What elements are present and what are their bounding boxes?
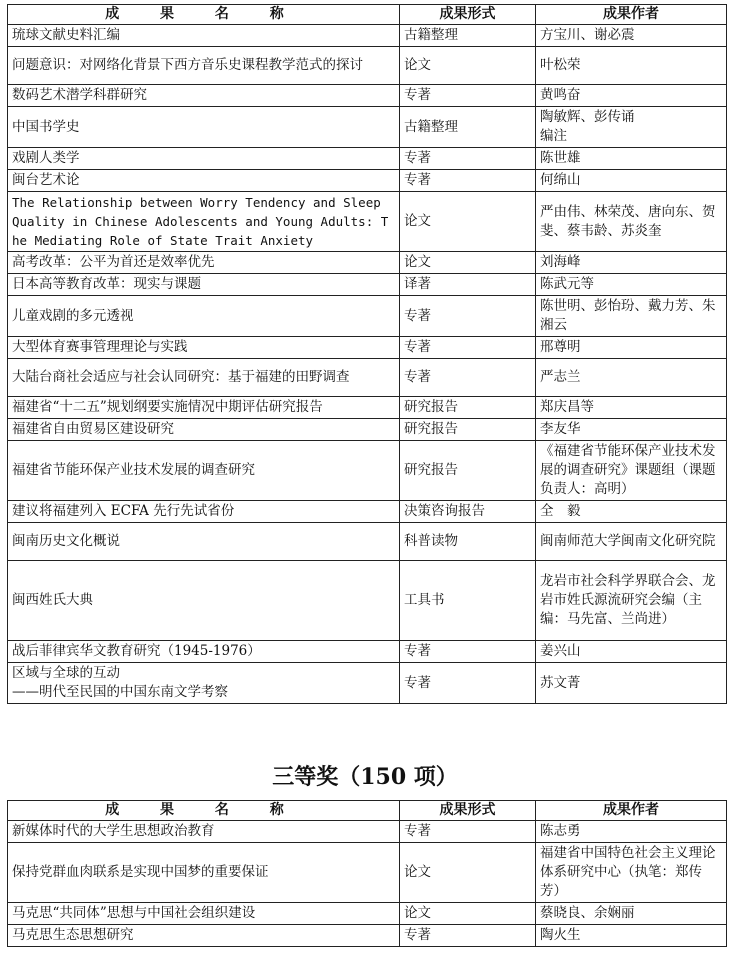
cell-form: 专著 (400, 925, 536, 947)
cell-form: 专著 (400, 170, 536, 192)
cell-name: 闽台艺术论 (8, 170, 400, 192)
cell-author: 黄鸣奋 (536, 85, 727, 107)
table-row (8, 397, 727, 419)
cell-author: 郑庆昌等 (536, 397, 727, 419)
cell-name: 新媒体时代的大学生思想政治教育 (8, 821, 400, 843)
cell-author: 叶松荣 (536, 47, 727, 85)
table-row (8, 501, 727, 523)
header-name: 成 果 名 称 (8, 5, 400, 25)
cell-form: 古籍整理 (400, 107, 536, 148)
cell-form: 专著 (400, 296, 536, 337)
table-header-row (8, 801, 727, 821)
cell-form: 科普读物 (400, 523, 536, 561)
table-row (8, 359, 727, 397)
cell-author: 陶敏辉、彭传诵 编注 (536, 107, 727, 148)
table-row (8, 337, 727, 359)
cell-name: 闽南历史文化概说 (8, 523, 400, 561)
table-row (8, 561, 727, 641)
table-row (8, 274, 727, 296)
cell-form: 古籍整理 (400, 25, 536, 47)
table-row (8, 296, 727, 337)
cell-author: 何绵山 (536, 170, 727, 192)
cell-name: 问题意识：对网络化背景下西方音乐史课程教学范式的探讨 (8, 47, 400, 85)
table-row (8, 663, 727, 704)
cell-author: 全 毅 (536, 501, 727, 523)
cell-name: 福建省“十二五”规划纲要实施情况中期评估研究报告 (8, 397, 400, 419)
cell-form: 专著 (400, 663, 536, 704)
cell-form: 专著 (400, 641, 536, 663)
cell-form: 专著 (400, 148, 536, 170)
cell-name: 高考改革：公平为首还是效率优先 (8, 252, 400, 274)
table-row (8, 85, 727, 107)
table-row (8, 903, 727, 925)
cell-author: 方宝川、谢必震 (536, 25, 727, 47)
cell-name: 马克思生态思想研究 (8, 925, 400, 947)
cell-form: 专著 (400, 821, 536, 843)
cell-name: 大型体育赛事管理理论与实践 (8, 337, 400, 359)
table-header-row (8, 5, 727, 25)
cell-form: 工具书 (400, 561, 536, 641)
cell-author: 蔡晓良、余娴丽 (536, 903, 727, 925)
cell-form: 研究报告 (400, 397, 536, 419)
cell-name: 儿童戏剧的多元透视 (8, 296, 400, 337)
awards-table-third-prize (7, 800, 727, 947)
table-body (8, 821, 727, 947)
cell-author: 福建省中国特色社会主义理论体系研究中心（执笔：郑传芳） (536, 843, 727, 903)
table-row (8, 170, 727, 192)
cell-form: 译著 (400, 274, 536, 296)
cell-author: 陈世雄 (536, 148, 727, 170)
cell-form: 论文 (400, 47, 536, 85)
cell-name: 闽西姓氏大典 (8, 561, 400, 641)
table-row (8, 441, 727, 501)
cell-author: 苏文菁 (536, 663, 727, 704)
cell-form: 论文 (400, 252, 536, 274)
awards-table-second-prize (7, 4, 727, 704)
cell-author: 李友华 (536, 419, 727, 441)
cell-author: 闽南师范大学闽南文化研究院 (536, 523, 727, 561)
cell-form: 专著 (400, 359, 536, 397)
cell-form: 论文 (400, 192, 536, 252)
cell-name: 区域与全球的互动 ——明代至民国的中国东南文学考察 (8, 663, 400, 704)
cell-form: 决策咨询报告 (400, 501, 536, 523)
cell-author: 《福建省节能环保产业技术发展的调查研究》课题组（课题负责人：高明） (536, 441, 727, 501)
cell-name: 马克思“共同体”思想与中国社会组织建设 (8, 903, 400, 925)
cell-form: 专著 (400, 337, 536, 359)
table-row (8, 192, 727, 252)
table-row (8, 821, 727, 843)
header-form: 成果形式 (400, 801, 536, 821)
table-row (8, 641, 727, 663)
cell-author: 陈志勇 (536, 821, 727, 843)
cell-name: 福建省节能环保产业技术发展的调查研究 (8, 441, 400, 501)
cell-author: 陶火生 (536, 925, 727, 947)
cell-name: 建议将福建列入 ECFA 先行先试省份 (8, 501, 400, 523)
cell-name: 数码艺术潜学科群研究 (8, 85, 400, 107)
table-row (8, 148, 727, 170)
header-form: 成果形式 (400, 5, 536, 25)
table-row (8, 419, 727, 441)
cell-form: 论文 (400, 843, 536, 903)
header-author: 成果作者 (536, 5, 727, 25)
table-row (8, 523, 727, 561)
cell-name: 大陆台商社会适应与社会认同研究：基于福建的田野调查 (8, 359, 400, 397)
cell-author: 严由伟、林荣茂、唐向东、贺 斐、蔡韦龄、苏炎奎 (536, 192, 727, 252)
cell-form: 论文 (400, 903, 536, 925)
cell-author: 龙岩市社会科学界联合会、龙岩市姓氏源流研究会编（主 编：马先富、兰尚进） (536, 561, 727, 641)
cell-name: 战后菲律宾华文教育研究（1945-1976） (8, 641, 400, 663)
cell-author: 陈武元等 (536, 274, 727, 296)
cell-author: 陈世明、彭怡玢、戴力芳、朱湘云 (536, 296, 727, 337)
cell-form: 研究报告 (400, 419, 536, 441)
table-row (8, 25, 727, 47)
cell-name: 福建省自由贸易区建设研究 (8, 419, 400, 441)
cell-name: 戏剧人类学 (8, 148, 400, 170)
section-title: 三等奖（150 项） (272, 764, 458, 790)
cell-form: 专著 (400, 85, 536, 107)
table-row (8, 252, 727, 274)
cell-author: 刘海峰 (536, 252, 727, 274)
cell-name: 琉球文献史料汇编 (8, 25, 400, 47)
cell-name: 保持党群血肉联系是实现中国梦的重要保证 (8, 843, 400, 903)
table-body (8, 25, 727, 704)
cell-name: 日本高等教育改革：现实与课题 (8, 274, 400, 296)
table-row (8, 843, 727, 903)
cell-name: The Relationship between Worry Tendency and Sleep Quality in Chinese Adolescents and Young Adults: The Mediating Role of State Trait Anxiety (8, 192, 400, 252)
cell-author: 姜兴山 (536, 641, 727, 663)
table-row (8, 925, 727, 947)
header-name: 成 果 名 称 (8, 801, 400, 821)
cell-form: 研究报告 (400, 441, 536, 501)
cell-author: 邢尊明 (536, 337, 727, 359)
header-author: 成果作者 (536, 801, 727, 821)
cell-author: 严志兰 (536, 359, 727, 397)
table-row (8, 107, 727, 148)
table-row (8, 47, 727, 85)
cell-name: 中国书学史 (8, 107, 400, 148)
